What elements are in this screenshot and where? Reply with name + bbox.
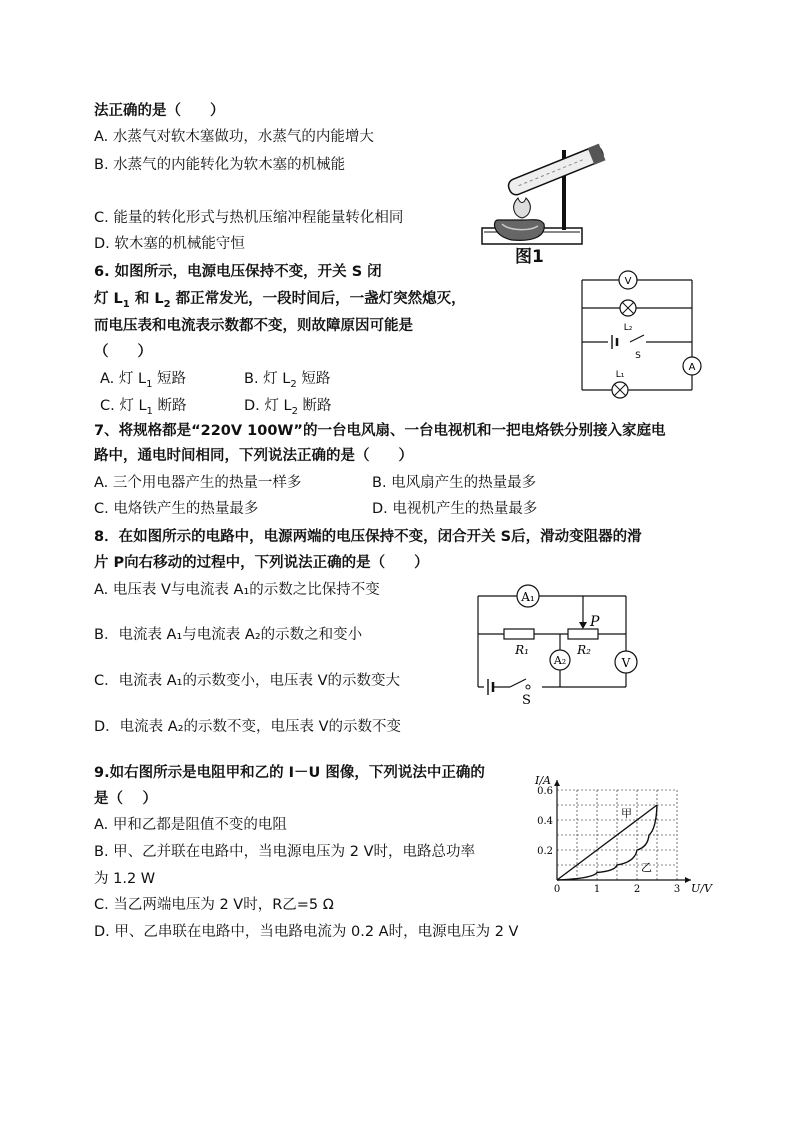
q9-stem-line1: 9.如右图所示是电阻甲和乙的 I－U 图像，下列说法中正确的 bbox=[94, 765, 485, 781]
q6-stem-line4: （ ） bbox=[94, 344, 152, 360]
q9-option-c: C. 当乙两端电压为 2 V时，R乙=5 Ω bbox=[94, 897, 334, 913]
y-axis-arrow-icon bbox=[554, 780, 560, 786]
q8-slider-p-label: P bbox=[590, 614, 600, 630]
q6-option-d: D. 灯 $L_2$ 断路 bbox=[244, 398, 332, 417]
resistor-r1-icon bbox=[504, 629, 534, 639]
q6-stem-line2: 灯 $L_1$ 和 $L_2$ 都正常发光，一段时间后，一盏灯突然熄灭， bbox=[94, 291, 466, 310]
q9-stem-line2: 是（ ） bbox=[94, 791, 158, 807]
q5-option-d: D. 软木塞的机械能守恒 bbox=[94, 236, 245, 252]
q7-option-a: A. 三个用电器产生的热量一样多 bbox=[94, 475, 302, 491]
q6-lamp-l1-label: L₁ bbox=[615, 370, 625, 380]
q8-option-b: B．电流表 A₁与电流表 A₂的示数之和变小 bbox=[94, 627, 363, 643]
q5-stem-end: 法正确的是（ ） bbox=[94, 103, 225, 119]
q6-stem-line3: 而电压表和电流表示数都不变，则故障原因可能是 bbox=[94, 318, 413, 334]
series-label-jia: 甲 bbox=[621, 807, 632, 820]
q9-option-b-line2: 为 1.2 W bbox=[94, 871, 156, 887]
q8-ammeter-a2-label: A₂ bbox=[553, 654, 567, 667]
q7-stem-line1: 7、将规格都是“220V 100W”的一台电风扇、一台电视机和一把电烙铁分别接入家庭电 bbox=[94, 423, 666, 439]
q5-option-c: C. 能量的转化形式与热机压缩冲程能量转化相同 bbox=[94, 210, 404, 226]
q8-option-a: A. 电压表 V与电流表 A₁的示数之比保持不变 bbox=[94, 582, 380, 598]
q7-option-d: D. 电视机产生的热量最多 bbox=[372, 501, 538, 517]
q9-option-d: D. 甲、乙串联在电路中，当电路电流为 0.2 A时，电源电压为 2 V bbox=[94, 924, 519, 940]
x-tick-label: 3 bbox=[673, 884, 681, 894]
y-tick-label: 0.2 bbox=[537, 846, 553, 857]
q6-lamp-l2-label: L₂ bbox=[623, 323, 633, 333]
rheostat-r2-icon bbox=[568, 629, 598, 639]
q9-iu-chart bbox=[530, 766, 722, 894]
x-tick-label: 2 bbox=[633, 884, 641, 894]
q8-circuit-diagram bbox=[470, 582, 642, 708]
x-tick-label: 1 bbox=[593, 884, 601, 894]
q8-ammeter-a1-label: A₁ bbox=[521, 590, 535, 604]
q7-option-c: C. 电烙铁产生的热量最多 bbox=[94, 501, 259, 517]
q8-switch-label: S bbox=[522, 693, 531, 708]
figure-1-apparatus bbox=[478, 124, 608, 266]
q6-circuit-diagram bbox=[572, 262, 708, 402]
q8-option-d: D．电流表 A₂的示数不变，电压表 V的示数不变 bbox=[94, 719, 402, 735]
q8-r1-label: R₁ bbox=[515, 643, 529, 657]
q6-switch-label: S bbox=[635, 351, 641, 361]
q6-stem-line1: 6. 如图所示，电源电压保持不变，开关 S 闭 bbox=[94, 264, 382, 280]
y-tick-label: 0.6 bbox=[537, 786, 553, 797]
x-tick-label: 0 bbox=[553, 884, 561, 894]
q6-voltmeter-label: V bbox=[624, 276, 632, 287]
q9-option-b-line1: B. 甲、乙并联在电路中，当电源电压为 2 V时，电路总功率 bbox=[94, 844, 476, 860]
x-axis-label: U/V bbox=[691, 882, 712, 894]
q5-option-b: B. 水蒸气的内能转化为软木塞的机械能 bbox=[94, 157, 346, 173]
q8-voltmeter-label: V bbox=[621, 656, 631, 670]
y-axis-label: I/A bbox=[535, 774, 551, 787]
q8-option-c: C．电流表 A₁的示数变小，电压表 V的示数变大 bbox=[94, 673, 400, 689]
q6-ammeter-label: A bbox=[688, 362, 696, 373]
q6-option-a: A. 灯 $L_1$ 短路 bbox=[100, 371, 187, 390]
q5-option-a: A. 水蒸气对软木塞做功，水蒸气的内能增大 bbox=[94, 129, 374, 145]
q8-r2-label: R₂ bbox=[577, 643, 591, 657]
q9-option-a: A. 甲和乙都是阻值不变的电阻 bbox=[94, 817, 287, 833]
series-label-yi: 乙 bbox=[641, 861, 652, 874]
y-tick-label: 0.4 bbox=[537, 816, 553, 827]
q7-stem-line2: 路中，通电时间相同，下列说法正确的是（ ） bbox=[94, 448, 413, 464]
q7-option-b: B. 电风扇产生的热量最多 bbox=[372, 475, 537, 491]
q8-stem-line2: 片 P向右移动的过程中，下列说法正确的是（ ） bbox=[94, 555, 429, 571]
figure-1-caption: 图1 bbox=[515, 247, 544, 267]
q6-option-c: C. 灯 $L_1$ 断路 bbox=[100, 398, 187, 417]
q8-stem-line1: 8．在如图所示的电路中，电源两端的电压保持不变，闭合开关 S后，滑动变阻器的滑 bbox=[94, 529, 642, 545]
q6-option-b: B. 灯 $L_2$ 短路 bbox=[244, 371, 331, 390]
